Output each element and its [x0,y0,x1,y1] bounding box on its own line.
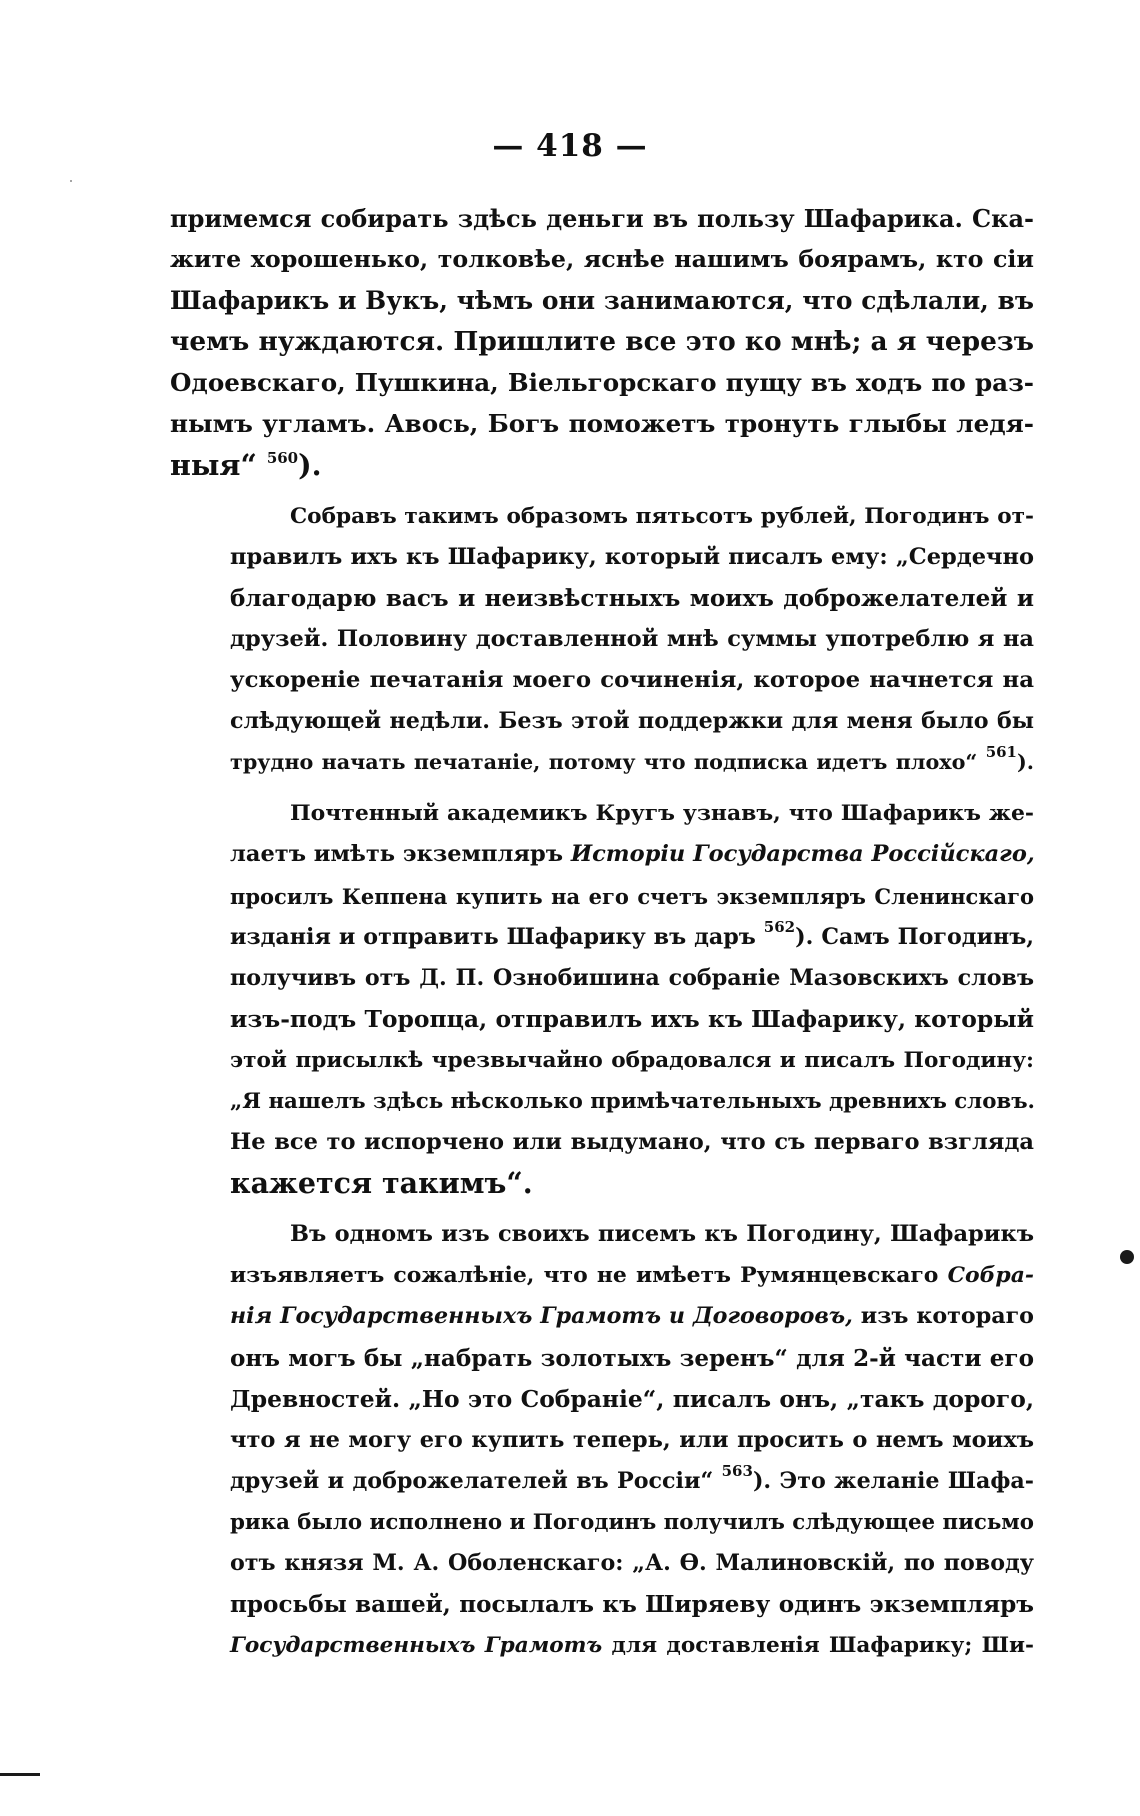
text-fragment: лаетъ имѣть экземпляръ [230,841,571,868]
text-line: благодарю васъ и неизвѣстныхъ моихъ доброжелателей и [230,584,1034,612]
text-line: „Я нашелъ здѣсь нѣсколько примѣчательныхъ древнихъ словъ. [230,1088,1035,1114]
footnote-ref: 562 [763,917,796,936]
text-line: изъ-подъ Торопца, отправилъ ихъ къ Шафарику, который [230,1004,1034,1033]
text-line: Въ одномъ изъ своихъ писемъ къ Погодину, Шафарикъ [290,1221,1034,1248]
paragraph-1 [170,198,1034,486]
text-line [170,834,1034,875]
footnote-ref: 560 [266,448,299,467]
text-fragment: друзей и доброжелателей въ Россіи“ [230,1467,722,1494]
scan-artifact-line [0,1773,40,1776]
text-line: примемся собирать здѣсь деньги въ пользу Шафарика. Ска- [170,204,1034,233]
text-line [170,445,1034,486]
text-line: друзей. Половину доставленной мнѣ суммы употреблю я на [230,625,1034,652]
text-line: просилъ Кеппена купить на его счетъ экземпляръ Сленинскаго [230,883,1034,909]
text-line: чемъ нуждаются. Пришлите все это ко мнѣ; а я черезъ [170,326,1034,358]
text-fragment: изъ котораго [852,1303,1034,1330]
text-line [170,1461,1034,1502]
text-line: Одоевскаго, Пушкина, Віельгорскаго пущу въ ходъ по раз- [170,368,1034,398]
text-line: Шафарикъ и Вукъ, чѣмъ они занимаются, что сдѣлали, въ [170,286,1034,316]
text-line [170,1625,1034,1666]
text-line: Собравъ такимъ образомъ пятьсотъ рублей, Погодинъ от- [290,503,1034,529]
paragraph-3 [170,793,1034,1204]
text-line [170,742,1034,783]
text-line [170,1255,1034,1296]
page-number: — 418 — [492,128,648,164]
text-line: Не все то испорчено или выдумано, что съ перваго взгляда [230,1129,1034,1156]
paragraph-2 [170,496,1034,784]
text-line: кажется такимъ“. [230,1166,533,1201]
text-line: правилъ ихъ къ Шафарику, который писалъ ему: „Сердечно [230,543,1034,570]
text-line: просьбы вашей, посылалъ къ Ширяеву одинъ экземпляръ [230,1591,1034,1619]
text-fragment: ныя“ [170,447,267,482]
text-fragment: изданія и отправить Шафарику въ даръ [230,923,764,950]
italic-title: нія Государственныхъ Грамотъ и Договоровъ, [230,1303,853,1330]
italic-title: Государственныхъ Грамотъ [230,1633,603,1659]
text-line: Почтенный академикъ Кругъ узнавъ, что Шафарикъ же- [290,800,1034,827]
text-fragment: изъявляетъ сожалѣніе, что не имѣетъ Румянцевскаго [230,1262,948,1289]
text-line: этой присылкѣ чрезвычайно обрадовался и писалъ Погодину: [230,1047,1034,1073]
text-fragment: для доставленія Шафарику; Ши- [602,1633,1034,1659]
text-fragment: ). [1017,750,1034,775]
text-line: отъ князя М. А. Оболенскаго: „А. Ѳ. Малиновскій, по поводу [230,1550,1034,1576]
text-fragment: трудно начать печатаніе, потому что подписка идетъ плохо“ [230,750,986,775]
text-line: что я не могу его купить теперь, или просить о немъ моихъ [230,1426,1034,1453]
footnote-ref: 561 [985,743,1017,762]
footnote-ref: 563 [721,1461,753,1480]
text-line [170,1296,1034,1337]
scan-artifact-speck [70,180,72,182]
italic-title: Исторіи Государства Россійскаго, [570,841,1035,868]
paragraph-4 [170,1214,1034,1666]
text-line: ускореніе печатанія моего сочиненія, которое начнется на [230,667,1034,694]
text-line: получивъ отъ Д. П. Ознобишина собраніе Мазовскихъ словъ [230,964,1034,991]
text-fragment: ). Это желаніе Шафа- [752,1467,1034,1494]
text-line: слѣдующей недѣли. Безъ этой поддержки для меня было бы [230,708,1034,735]
scan-artifact-dot [1120,1250,1134,1264]
text-fragment: ). Самъ Погодинъ, [795,923,1035,950]
text-line: онъ могъ бы „набрать золотыхъ зеренъ“ для 2-й части его [230,1344,1034,1372]
text-line: рика было исполнено и Погодинъ получилъ слѣдующее письмо [230,1509,1034,1535]
text-line [170,917,1034,958]
body-text [170,198,1034,1676]
text-line: Древностей. „Но это Собраніе“, писалъ онъ, „такъ дорого, [230,1384,1034,1413]
text-line: нымъ угламъ. Авось, Богъ поможетъ тронуть глыбы ледя- [170,409,1034,439]
text-fragment: ). [298,447,322,482]
text-line: жите хорошенько, толковѣе, яснѣе нашимъ боярамъ, кто сіи [170,245,1034,274]
italic-title: Собра- [947,1262,1034,1289]
